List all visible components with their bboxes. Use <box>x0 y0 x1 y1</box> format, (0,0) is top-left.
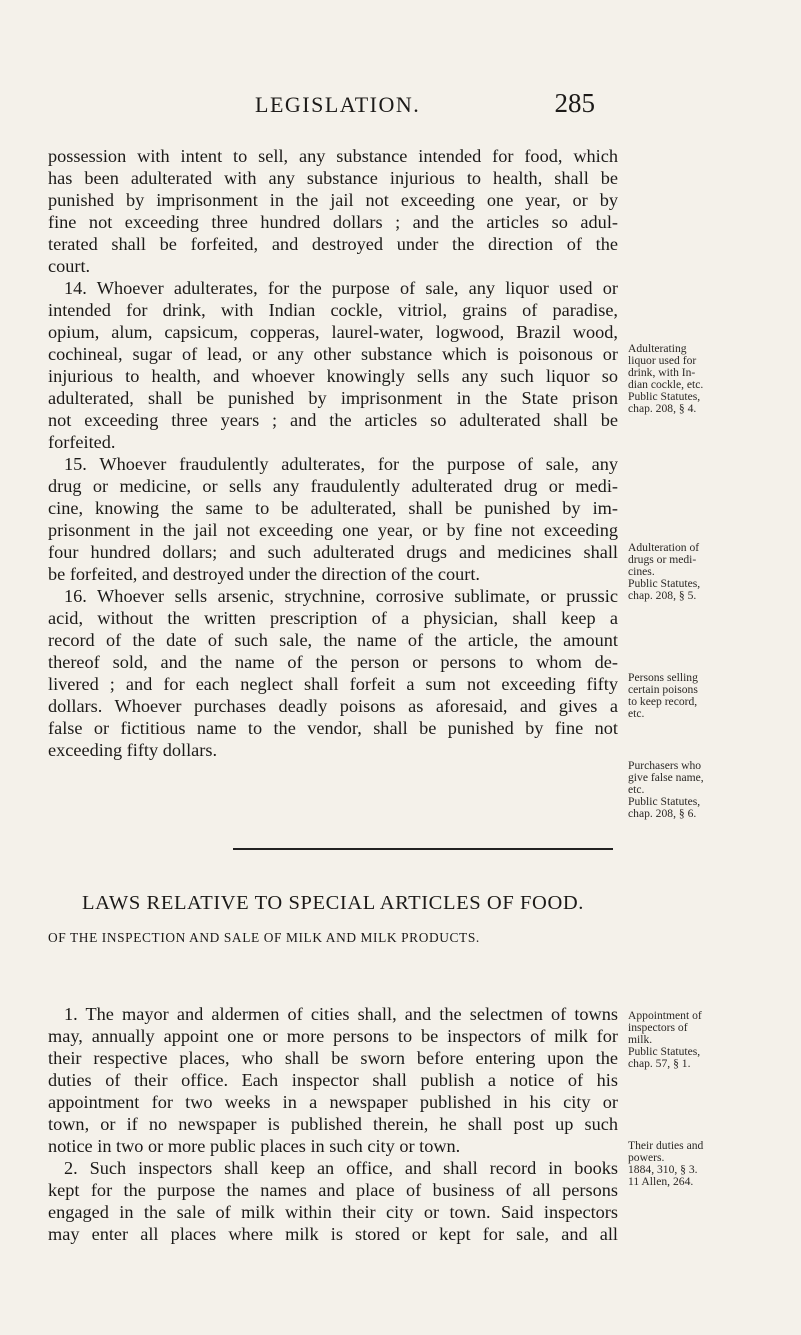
text-line: terated shall be forfeited, and destroyed under the direction of the <box>48 234 618 254</box>
text-line: 1. The mayor and aldermen of cities shall, and the selectmen of towns <box>64 1004 618 1024</box>
text-line: exceeding fifty dollars. <box>48 740 218 760</box>
text-line: punished by imprisonment in the jail not exceeding one year, or by <box>48 190 618 210</box>
running-header <box>255 88 595 119</box>
margin-note-line: chap. 57, § 1. <box>628 1057 691 1070</box>
section-heading: LAWS RELATIVE TO SPECIAL ARTICLES OF FOOD. <box>81 892 584 914</box>
margin-note-line: 11 Allen, 264. <box>628 1175 694 1188</box>
margin-note-line: Public Statutes, <box>628 795 701 808</box>
section-subheading: OF THE INSPECTION AND SALE OF MILK AND MILK PRODUCTS. <box>48 930 480 945</box>
milk-statute-text-block <box>48 1003 618 1245</box>
text-line: cochineal, sugar of lead, or any other substance which is poisonous or <box>48 344 618 364</box>
text-line: false or fictitious name to the vendor, shall be punished by fine not <box>48 718 618 738</box>
text-line: duties of their office. Each inspector shall publish a notice of his <box>48 1070 618 1090</box>
text-line: thereof sold, and the name of the person or persons to whom de- <box>48 652 618 672</box>
text-line: record of the date of such sale, the name of the article, the amount <box>48 630 618 650</box>
text-line: 2. Such inspectors shall keep an office, and shall record in books <box>64 1158 618 1178</box>
text-line: adulterated, shall be punished by imprisonment in the State prison <box>48 388 618 408</box>
text-line: possession with intent to sell, any substance intended for food, which <box>48 146 618 166</box>
margin-note-line: drink, with In- <box>628 366 696 379</box>
text-line: livered ; and for each neglect shall forfeit a sum not exceeding fifty <box>48 674 618 694</box>
margin-note-purchasers-false-name <box>628 760 778 820</box>
margin-note-duties-and-powers <box>628 1140 778 1188</box>
margin-note-line: Purchasers who <box>628 759 702 772</box>
margin-note-line: Public Statutes, <box>628 390 701 403</box>
text-line: 15. Whoever fraudulently adulterates, for the purpose of sale, any <box>64 454 618 474</box>
text-line: be forfeited, and destroyed under the direction of the court. <box>48 564 480 584</box>
text-line: town, or if no newspaper is published therein, he shall post up such <box>48 1114 618 1134</box>
margin-note-line: cines. <box>628 565 655 578</box>
margin-note-line: etc. <box>628 707 645 720</box>
margin-note-line: certain poisons <box>628 683 698 696</box>
text-line: opium, alum, capsicum, copperas, laurel-water, logwood, Brazil wood, <box>48 322 618 342</box>
text-line: drug or medicine, or sells any fraudulently adulterated drug or medi- <box>48 476 618 496</box>
margin-note-line: inspectors of <box>628 1021 688 1034</box>
margin-note-line: 1884, 310, § 3. <box>628 1163 698 1176</box>
margin-note-line: Adulterating <box>628 342 687 355</box>
margin-note-line: dian cockle, etc. <box>628 378 704 391</box>
margin-note-line: chap. 208, § 6. <box>628 807 697 820</box>
text-line: cine, knowing the same to be adulterated, shall be punished by im- <box>48 498 618 518</box>
margin-note-line: Public Statutes, <box>628 577 701 590</box>
text-line: four hundred dollars; and such adulterated drugs and medicines shall <box>48 542 618 562</box>
margin-note-line: Persons selling <box>628 671 698 684</box>
margin-note-line: chap. 208, § 5. <box>628 589 697 602</box>
running-title: LEGISLATION. <box>255 92 421 117</box>
text-line: court. <box>48 256 91 276</box>
text-line: dollars. Whoever purchases deadly poisons as aforesaid, and gives a <box>48 696 618 716</box>
margin-note-line: Appointment of <box>628 1009 702 1022</box>
text-line: fine not exceeding three hundred dollars ; and the articles so adul- <box>48 212 618 232</box>
text-line: 14. Whoever adulterates, for the purpose of sale, any liquor used or <box>64 278 618 298</box>
margin-note-line: drugs or medi- <box>628 553 697 566</box>
margin-note-appointment-inspectors <box>628 1010 778 1070</box>
text-line: 16. Whoever sells arsenic, strychnine, corrosive sublimate, or prussic <box>64 586 618 606</box>
margin-note-line: Adulteration of <box>628 541 700 554</box>
section-divider <box>233 848 613 850</box>
text-line: forfeited. <box>48 432 116 452</box>
margin-note-line: to keep record, <box>628 695 698 708</box>
margin-note-line: liquor used for <box>628 354 697 367</box>
margin-note-persons-selling-poisons <box>628 672 778 720</box>
text-line: their respective places, who shall be sworn before entering upon the <box>48 1048 618 1068</box>
text-line: engaged in the sale of milk within their city or town. Said inspectors <box>48 1202 618 1222</box>
margin-note-line: give false name, <box>628 771 704 784</box>
margin-note-line: powers. <box>628 1151 665 1164</box>
margin-note-line: milk. <box>628 1033 653 1046</box>
text-line: intended for drink, with Indian cockle, vitriol, grains of paradise, <box>48 300 618 320</box>
margin-note-line: Public Statutes, <box>628 1045 701 1058</box>
margin-note-line: Their duties and <box>628 1139 704 1152</box>
text-line: has been adulterated with any substance injurious to health, shall be <box>48 168 618 188</box>
statute-text-block <box>48 145 618 761</box>
text-line: notice in two or more public places in such city or town. <box>48 1136 461 1156</box>
text-line: acid, without the written prescription of a physician, shall keep a <box>48 608 618 628</box>
margin-note-line: chap. 208, § 4. <box>628 402 697 415</box>
text-line: not exceeding three years ; and the articles so adulterated shall be <box>48 410 618 430</box>
text-line: injurious to health, and whoever knowingly sells any such liquor so <box>48 366 618 386</box>
text-line: may enter all places where milk is stored or kept for sale, and all <box>48 1224 618 1244</box>
margin-note-adulteration-drugs <box>628 542 778 602</box>
text-line: prisonment in the jail not exceeding one year, or by fine not exceeding <box>48 520 618 540</box>
margin-note-line: etc. <box>628 783 645 796</box>
text-line: appointment for two weeks in a newspaper published in his city or <box>48 1092 618 1112</box>
margin-note-adulterating-liquor <box>628 343 778 415</box>
page-number: 285 <box>554 88 595 118</box>
text-line: kept for the purpose the names and place of business of all persons <box>48 1180 618 1200</box>
text-line: may, annually appoint one or more persons to be inspectors of milk for <box>48 1026 618 1046</box>
